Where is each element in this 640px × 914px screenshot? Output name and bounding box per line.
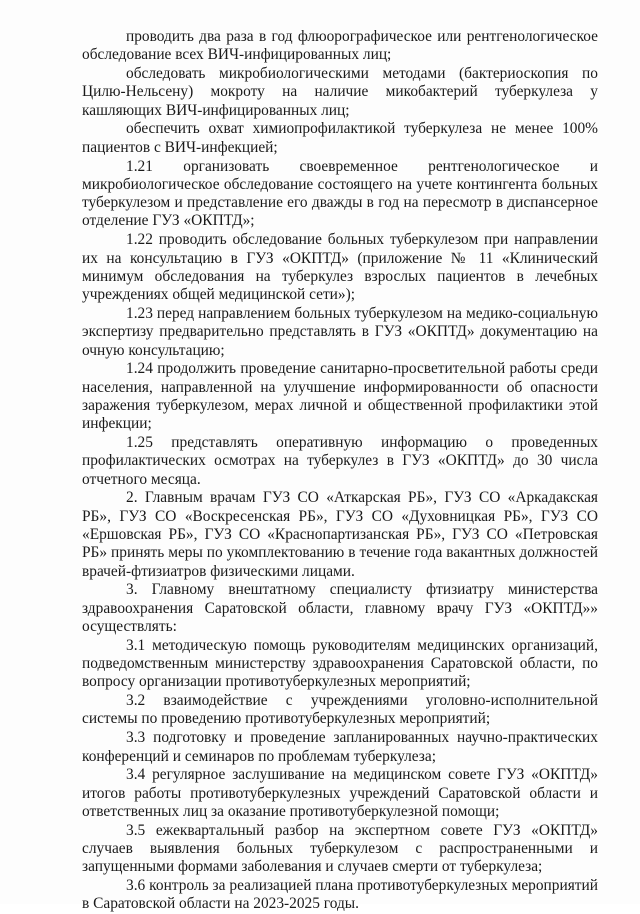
paragraph: обеспечить охват химиопрофилактикой туберкулеза не менее 100% пациентов с ВИЧ-инфекцией; (82, 120, 598, 156)
document-body (82, 28, 598, 914)
paragraph: 1.24 продолжить проведение санитарно-просветительной работы среди населения, направленной на улучшение информированности об опасности заражения туберкулезом, мерах личной и общественной профилактики этой инфекции; (82, 360, 598, 433)
paragraph: 1.25 представлять оперативную информацию о проведенных профилактических осмотрах на туберкулез в ГУЗ «ОКПТД» до 30 числа отчетного месяца. (82, 434, 598, 488)
paragraph: 1.22 проводить обследование больных туберкулезом при направлении их на консультацию в ГУЗ «ОКПТД» (приложение № 11 «Клинический минимум обследования на туберкулез взрослых пациентов в лечебных учреждениях общей медицинской сети»); (82, 231, 598, 304)
paragraph: 1.21 организовать своевременное рентгенологическое и микробиологическое обследование состоящего на учете контингента больных туберкулезом и представление его дважды в год на пересмотр в диспансерное отделение ГУЗ «ОКПТД»; (82, 157, 598, 230)
paragraph: 3. Главному внештатному специалисту фтизиатру министерства здравоохранения Саратовской области, главному врачу ГУЗ «ОКПТД»» осуществлять: (82, 581, 598, 635)
paragraph: 3.4 регулярное заслушивание на медицинском совете ГУЗ «ОКПТД» итогов работы противотуберкулезных учреждений Саратовской области и ответственных лиц за оказание противотуберкулезной помощи; (82, 766, 598, 820)
paragraph: 1.23 перед направлением больных туберкулезом на медико-социальную экспертизу предварительно представлять в ГУЗ «ОКПТД» документацию на очную консультацию; (82, 304, 598, 359)
paragraph: 3.3 подготовку и проведение запланированных научно-практических конференций и семинаров по проблемам туберкулеза; (82, 729, 598, 765)
paragraph: 3.6 контроль за реализацией плана противотуберкулезных мероприятий в Саратовской области на 2023-2025 годы. (82, 877, 598, 913)
paragraph: 3.1 методическую помощь руководителям медицинских организаций, подведомственным министерству здравоохранения Саратовской области, по вопросу организации противотуберкулезных мероприятий; (82, 636, 598, 691)
paragraph: 3.2 взаимодействие с учреждениями уголовно-исполнительной системы по проведению противотуберкулезных мероприятий; (82, 692, 598, 728)
paragraph: 3.5 ежеквартальный разбор на экспертном совете ГУЗ «ОКПТД» случаев выявления больных туберкулезом с распространенными и запущенными формами заболевания и случаев смерти от туберкулеза; (82, 821, 598, 876)
paragraph: обследовать микробиологическими методами (бактериоскопия по Цилю-Нельсену) мокроту на наличие микобактерий туберкулеза у кашляющих ВИЧ-инфицированных лиц; (82, 65, 598, 119)
paragraph: 2. Главным врачам ГУЗ СО «Аткарская РБ», ГУЗ СО «Аркадакская РБ», ГУЗ СО «Воскресенская РБ», ГУЗ СО «Духовницкая РБ», ГУЗ СО «Ершовская РБ», ГУЗ СО «Краснопартизанская РБ», ГУЗ СО «Петровская РБ» принять меры по укомплектованию в течение года вакантных должностей врачей-фтизиатров физическими лицами. (82, 489, 598, 580)
paragraph: проводить два раза в год флюорографическое или рентгенологическое обследование всех ВИЧ-инфицированных лиц; (82, 28, 598, 64)
